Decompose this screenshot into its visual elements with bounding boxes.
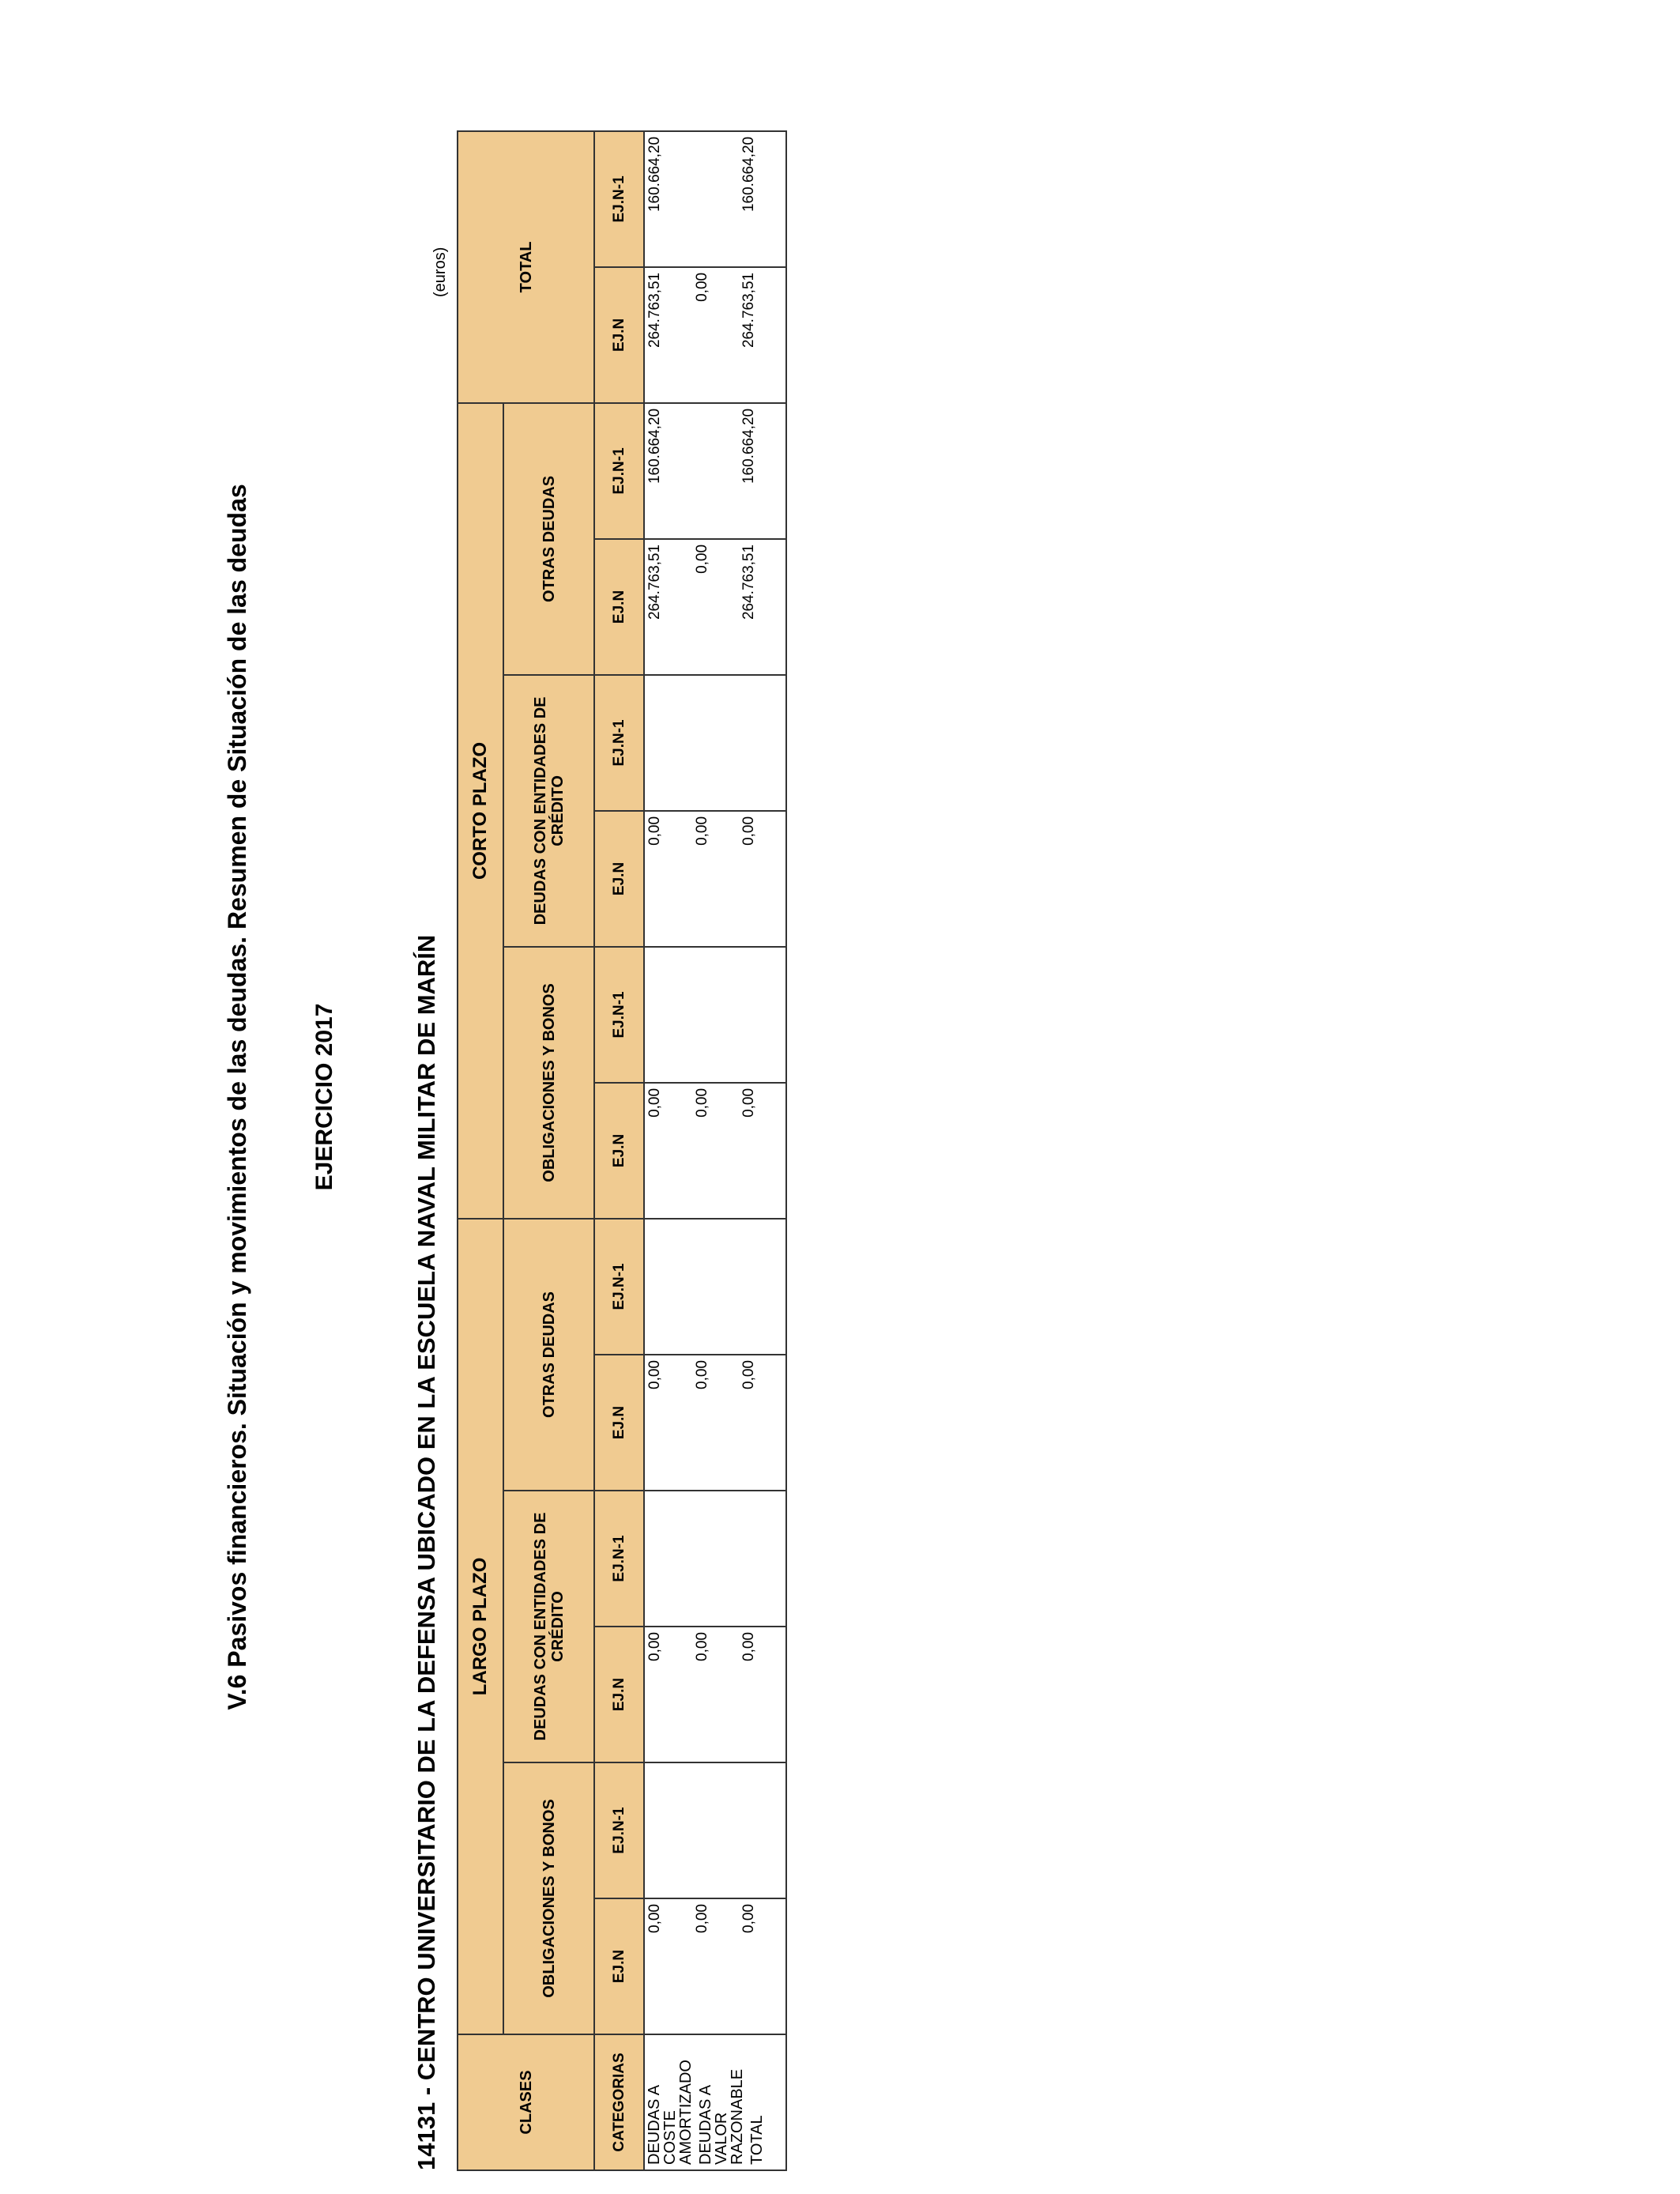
category-column (645, 2035, 785, 2169)
value-cell: 0,00 (646, 1632, 663, 1661)
value-cell: 0,00 (693, 1904, 710, 1933)
value-cell (645, 1491, 691, 1626)
cp-otras-n-column (645, 540, 785, 674)
value-cell (738, 1220, 785, 1354)
report-title: V.6 Pasivos financieros. Situación y movimientos de las deudas. Resumen de Situación de las deudas (223, 484, 251, 1710)
value-cell: 0,00 (693, 544, 710, 574)
value-cell: 0,00 (740, 1360, 758, 1389)
value-cell (691, 1491, 739, 1626)
value-cell: 264.763,51 (646, 272, 663, 349)
cp-ent-n1-column (645, 676, 785, 810)
value-cell: 264.763,51 (740, 544, 758, 620)
value-cell: 160.664,20 (646, 136, 663, 213)
header-ejn: EJ.N (594, 1083, 644, 1219)
category-label: DEUDAS A COSTE AMORTIZADO (646, 2060, 695, 2165)
entity-name: 14131 - CENTRO UNIVERSITARIO DE LA DEFENSA UBICADO EN LA ESCUELA NAVAL MILITAR DE MARÍN (412, 934, 440, 2170)
value-cell (691, 132, 739, 266)
value-cell: 0,00 (740, 816, 758, 846)
exercise-label: EJERCICIO 2017 (311, 1003, 337, 1191)
value-cell: 0,00 (740, 1088, 758, 1118)
value-cell (691, 948, 739, 1082)
header-lp-otras: OTRAS DEUDAS (503, 1219, 594, 1491)
header-ejn: EJ.N (594, 539, 644, 675)
header-corto-plazo: CORTO PLAZO (458, 403, 503, 1219)
header-categorias: CATEGORIAS (594, 2034, 644, 2170)
cp-ent-n-column (645, 812, 785, 946)
lp-otras-n1-column (645, 1220, 785, 1354)
value-cell: 0,00 (740, 1632, 758, 1661)
category-label: TOTAL (748, 2115, 766, 2165)
value-cell (691, 676, 739, 810)
lp-otras-n-column (645, 1355, 785, 1490)
lp-ent-n1-column (645, 1491, 785, 1626)
value-cell: 0,00 (646, 1360, 663, 1389)
value-cell: 0,00 (646, 1088, 663, 1118)
total-n1-column (645, 132, 785, 266)
value-cell (645, 676, 691, 810)
unit-label: (euros) (431, 247, 449, 297)
value-cell: 0,00 (693, 1088, 710, 1118)
value-cell (738, 1763, 785, 1898)
header-ejn: EJ.N (594, 1898, 644, 2034)
header-total: TOTAL (458, 131, 594, 403)
value-cell: 0,00 (693, 272, 710, 302)
value-cell: 0,00 (646, 816, 663, 846)
header-cp-otras: OTRAS DEUDAS (503, 403, 594, 675)
value-cell (691, 404, 739, 538)
value-cell: 0,00 (740, 1904, 758, 1933)
header-ejn1: EJ.N-1 (594, 947, 644, 1083)
debt-summary-table (457, 0, 787, 2171)
cp-oblig-n-column (645, 1084, 785, 1218)
value-cell: 160.664,20 (740, 136, 758, 213)
cp-otras-n1-column (645, 404, 785, 538)
lp-ent-n-column (645, 1627, 785, 1762)
header-ejn1: EJ.N-1 (594, 1219, 644, 1355)
header-ejn1: EJ.N-1 (594, 403, 644, 539)
header-largo-plazo: LARGO PLAZO (458, 1219, 503, 2034)
header-ejn1: EJ.N-1 (594, 675, 644, 811)
value-cell: 160.664,20 (740, 408, 758, 484)
value-cell (738, 948, 785, 1082)
header-ejn1: EJ.N-1 (594, 1491, 644, 1627)
value-cell: 160.664,20 (646, 408, 663, 484)
header-clases: CLASES (458, 2034, 594, 2170)
header-ejn: EJ.N (594, 811, 644, 947)
header-ejn1: EJ.N-1 (594, 131, 644, 267)
value-cell: 264.763,51 (646, 544, 663, 620)
header-ejn: EJ.N (594, 1627, 644, 1762)
value-cell: 0,00 (646, 1904, 663, 1933)
value-cell (645, 948, 691, 1082)
header-lp-obligaciones: OBLIGACIONES Y BONOS (503, 1762, 594, 2034)
cp-oblig-n1-column (645, 948, 785, 1082)
header-ejn1: EJ.N-1 (594, 1762, 644, 1898)
value-cell (738, 676, 785, 810)
value-cell: 0,00 (693, 1360, 710, 1389)
header-cp-entidades: DEUDAS CON ENTIDADES DE CRÉDITO (503, 675, 594, 947)
table-row (644, 0, 786, 2170)
value-cell: 0,00 (693, 816, 710, 846)
value-cell: 0,00 (693, 1632, 710, 1661)
header-ejn: EJ.N (594, 267, 644, 403)
value-cell (645, 1763, 691, 1898)
header-ejn: EJ.N (594, 1355, 644, 1491)
header-cp-obligaciones: OBLIGACIONES Y BONOS (503, 947, 594, 1219)
category-label: DEUDAS A VALOR RAZONABLE (697, 2068, 746, 2165)
value-cell (645, 1220, 691, 1354)
value-cell (691, 1220, 739, 1354)
value-cell: 264.763,51 (740, 272, 758, 349)
total-n-column (645, 268, 785, 402)
lp-oblig-n1-column (645, 1763, 785, 1898)
lp-oblig-n-column (645, 1899, 785, 2034)
value-cell (738, 1491, 785, 1626)
header-lp-entidades: DEUDAS CON ENTIDADES DE CRÉDITO (503, 1491, 594, 1762)
value-cell (691, 1763, 739, 1898)
